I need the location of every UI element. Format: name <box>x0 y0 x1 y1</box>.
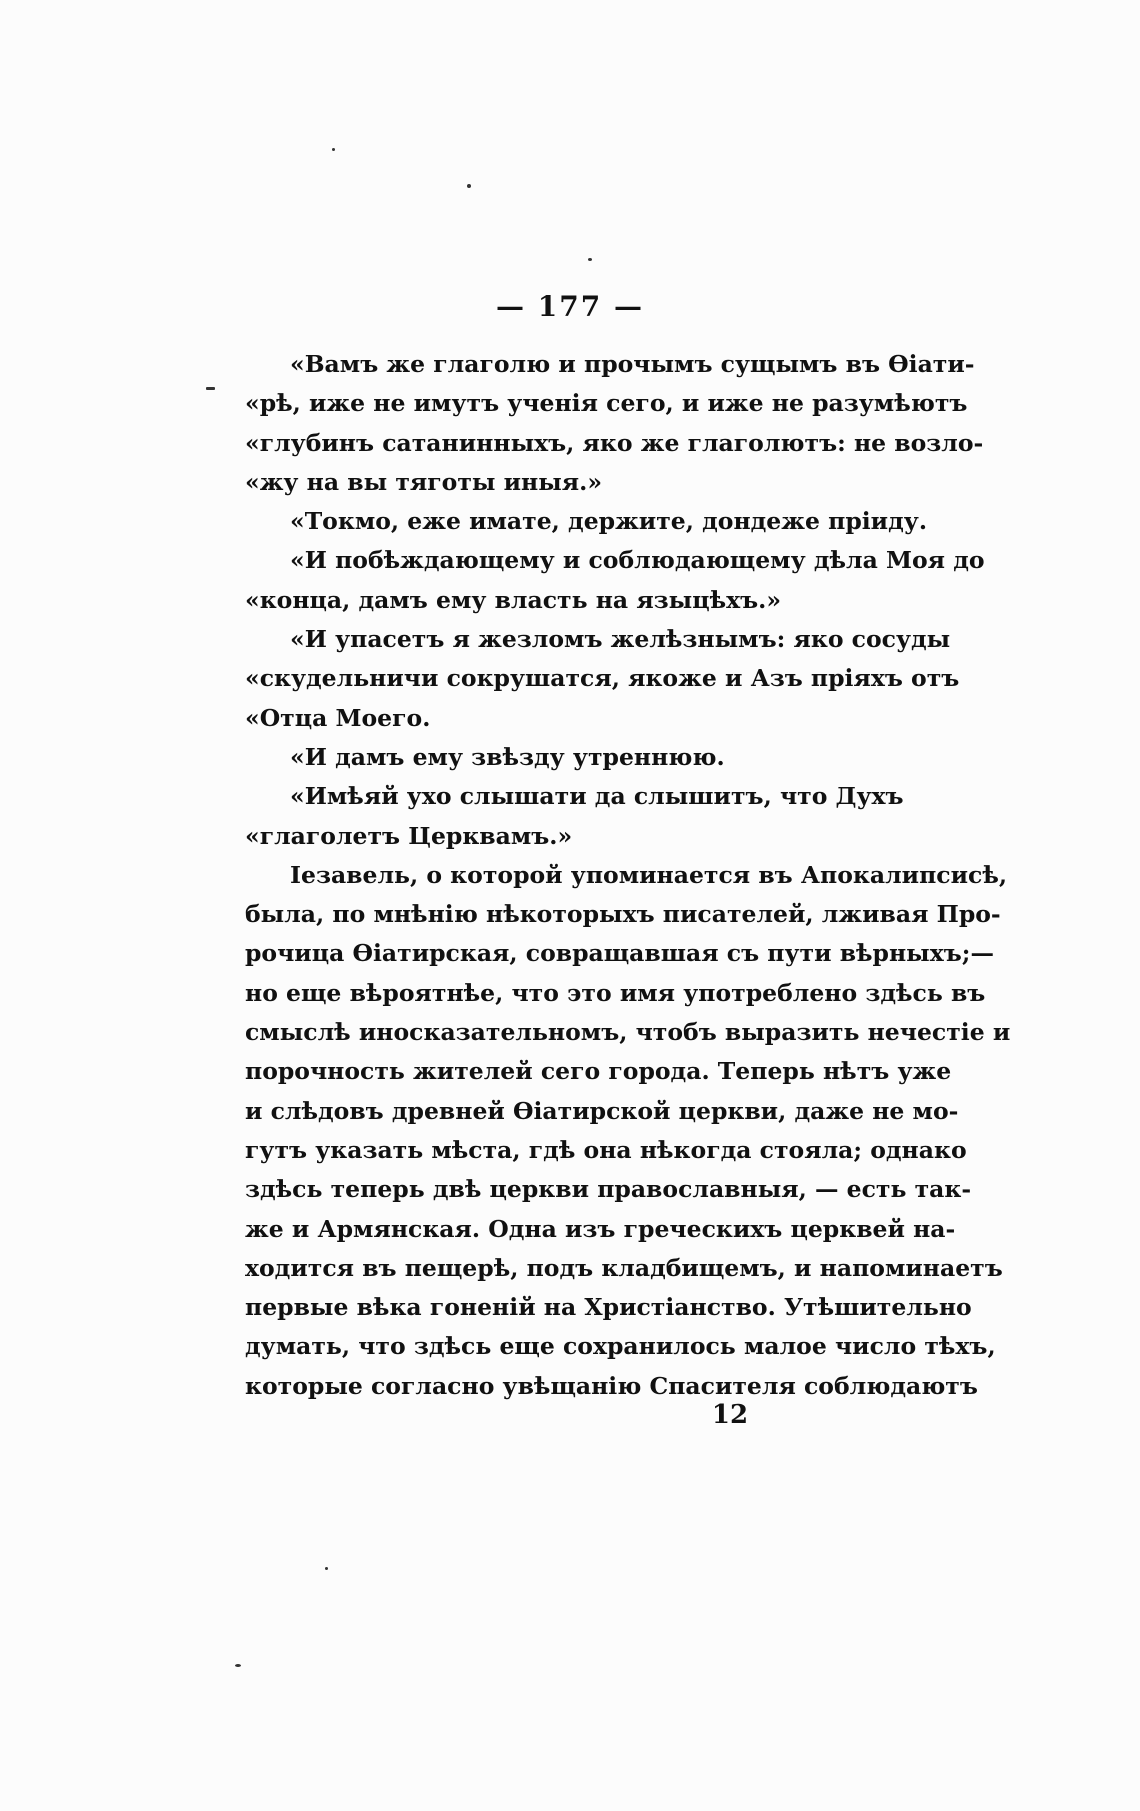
body-text <box>245 345 1011 1406</box>
text-line: рочица Ѳіатирская, совращавшая съ пути вѣрныхъ;— <box>245 939 994 968</box>
text-line: была, по мнѣнію нѣкоторыхъ писателей, лживая Про- <box>245 900 1001 929</box>
text-line: «Токмо, еже имате, держите, дондеже пріиду. <box>290 507 928 536</box>
text-line: и слѣдовъ древней Ѳіатирской церкви, даже не мо- <box>245 1096 959 1125</box>
text-line: «И побѣждающему и соблюдающему дѣла Моя до <box>290 546 985 575</box>
text-line: здѣсь теперь двѣ церкви православныя, — есть так- <box>245 1175 972 1204</box>
text-line: «конца, дамъ ему власть на языцѣхъ.» <box>245 585 782 614</box>
print-speck <box>332 148 335 151</box>
print-speck <box>235 1664 241 1667</box>
text-line: ходится въ пещерѣ, подъ кладбищемъ, и напоминаетъ <box>245 1253 1003 1282</box>
text-line: смыслѣ иносказательномъ, чтобъ выразить нечестіе и <box>245 1018 1011 1047</box>
text-line: «глубинъ сатанинныхъ, яко же глаголютъ: не возло- <box>245 428 984 457</box>
print-speck <box>325 1567 328 1570</box>
text-line: же и Армянская. Одна изъ греческихъ церквей на- <box>245 1214 956 1243</box>
text-line: «рѣ, иже не имутъ ученія сего, и иже не разумѣютъ <box>245 389 968 418</box>
text-line: «глаголетъ Церквамъ.» <box>245 821 573 850</box>
text-line: которые согласно увѣщанію Спасителя соблюдаютъ <box>245 1371 978 1400</box>
text-line: думать, что здѣсь еще сохранилось малое число тѣхъ, <box>245 1332 996 1361</box>
text-line: первые вѣка гоненій на Христіанство. Утѣшительно <box>245 1293 972 1322</box>
text-line: Іезавель, о которой упоминается въ Апокалипсисѣ, <box>290 860 1008 889</box>
text-line: «скудельничи сокрушатся, якоже и Азъ пріяхъ отъ <box>245 664 960 693</box>
text-line: «Отца Моего. <box>245 703 431 732</box>
print-speck <box>588 258 592 261</box>
print-speck <box>467 184 471 188</box>
print-speck <box>206 387 215 390</box>
text-line: «И дамъ ему звѣзду утреннюю. <box>290 742 725 771</box>
text-line: «Имѣяй ухо слышати да слышитъ, что Духъ <box>290 782 904 811</box>
signature-mark: 12 <box>711 1400 749 1430</box>
text-line: «Вамъ же глаголю и прочымъ сущымъ въ Ѳіати- <box>290 350 975 378</box>
text-line: порочность жителей сего города. Теперь нѣтъ уже <box>245 1057 952 1086</box>
page-number-header: — 177 — <box>496 290 644 323</box>
text-line: но еще вѣроятнѣе, что это имя употреблено здѣсь въ <box>245 978 986 1007</box>
text-line: «И упасетъ я жезломъ желѣзнымъ: яко сосуды <box>290 625 951 654</box>
text-line: «жу на вы тяготы иныя.» <box>245 467 603 496</box>
text-line: гутъ указать мѣста, гдѣ она нѣкогда стояла; однако <box>245 1135 967 1164</box>
